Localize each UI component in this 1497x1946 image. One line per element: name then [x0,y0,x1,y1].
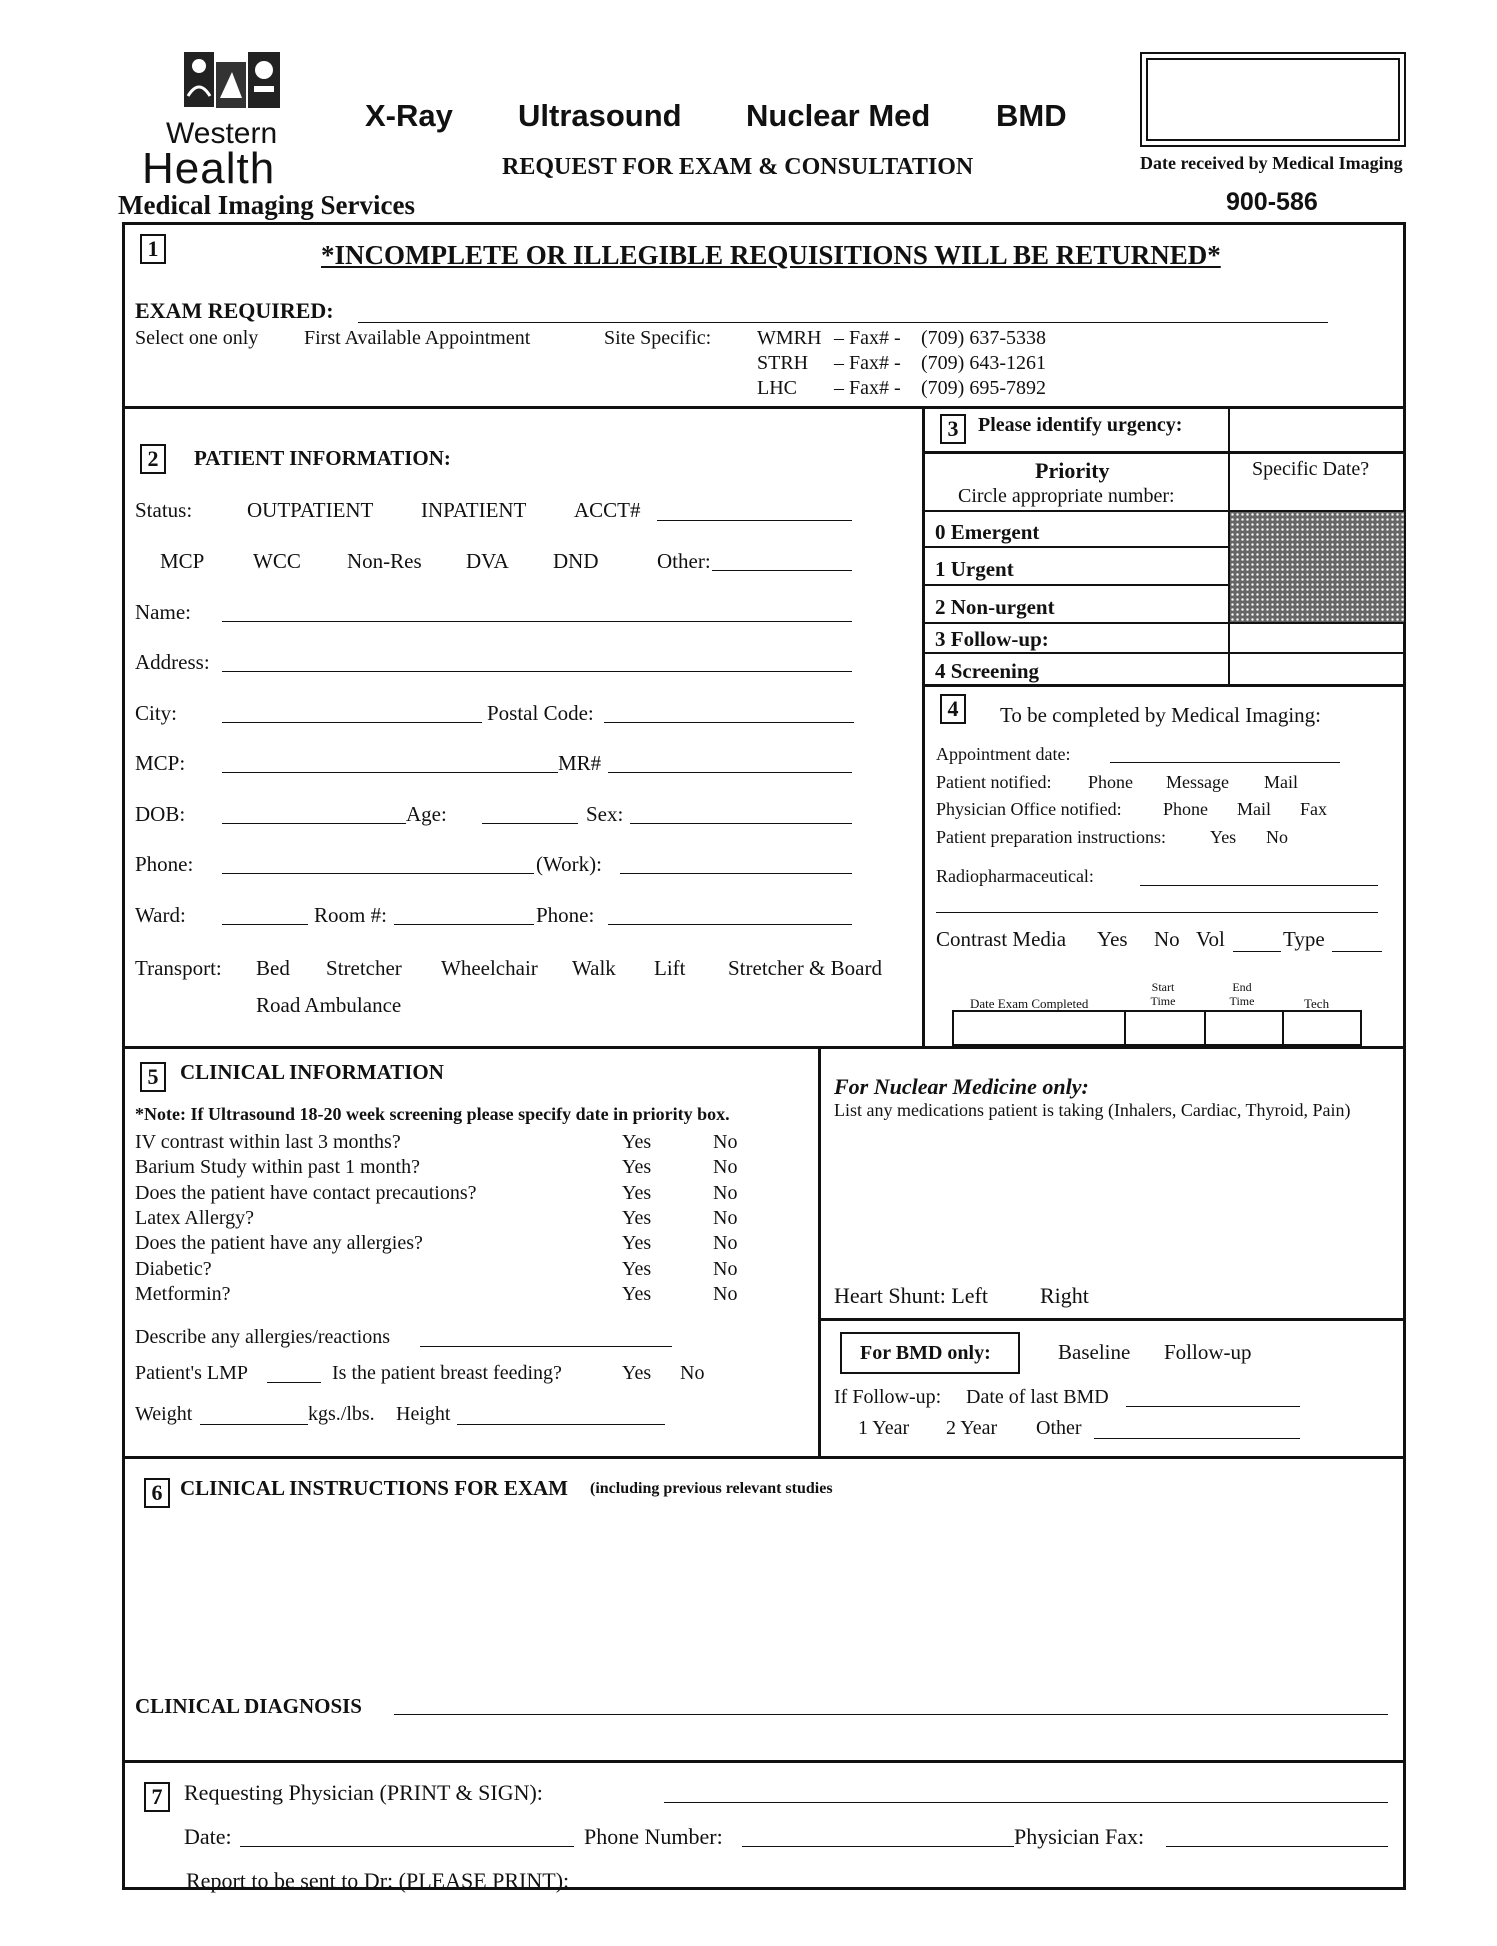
height-label: Height [396,1403,451,1425]
bmd-other[interactable]: Other [1036,1417,1082,1439]
date-received-label: Date received by Medical Imaging [1140,153,1403,173]
site-specific-label: Site Specific: [604,327,712,349]
answer-yes[interactable]: Yes [622,1258,652,1280]
exam-required-input[interactable] [358,322,1328,323]
bmd-follow-up[interactable]: Follow-up [1164,1340,1252,1364]
circle-instruction: Circle appropriate number: [958,485,1175,507]
bmd-2-year[interactable]: 2 Year [946,1417,998,1439]
physician-fax-input[interactable] [1166,1846,1388,1847]
answer-no[interactable]: No [713,1207,738,1229]
col-date-exam: Date Exam Completed [970,996,1089,1011]
col-tech: Tech [1304,996,1330,1011]
question-text: Does the patient have any allergies? [135,1232,423,1254]
height-input[interactable] [457,1424,665,1425]
phys-phone[interactable]: Phone [1163,799,1208,819]
urgency-header-line [922,451,1406,454]
mr-input[interactable] [608,772,852,773]
heart-shunt-right[interactable]: Right [1040,1283,1089,1308]
payer-non-res[interactable]: Non-Res [347,549,422,573]
clinical-diagnosis-label: CLINICAL DIAGNOSIS [135,1694,362,1718]
answer-no[interactable]: No [713,1258,738,1280]
bmd-title-box [840,1332,1020,1374]
lmp-input[interactable] [267,1382,321,1383]
ward-label: Ward: [135,903,186,927]
radiopharm-input[interactable] [1140,885,1378,886]
clinical-instructions-input[interactable] [140,1510,1390,1670]
dob-label: DOB: [135,802,186,826]
prep-yes[interactable]: Yes [1210,827,1237,847]
urgency-row-line [922,622,1406,624]
transport-lift[interactable]: Lift [654,956,686,980]
postal-input[interactable] [604,722,854,723]
answer-no[interactable]: No [713,1283,738,1305]
if-followup-label: If Follow-up: [834,1386,942,1408]
weight-label: Weight [135,1403,193,1425]
radiopharm-input-2[interactable] [936,912,1378,913]
status-label: Status: [135,498,193,522]
date-last-bmd-label: Date of last BMD [966,1386,1109,1408]
first-available-option[interactable]: First Available Appointment [304,327,531,349]
work-label: (Work): [536,852,602,876]
medical-imaging-title: To be completed by Medical Imaging: [1000,703,1322,727]
nuclear-med-instructions: List any medications patient is taking (Inhalers, Cardiac, Thyroid, Pain) [834,1100,1351,1120]
pn-message[interactable]: Message [1166,772,1229,792]
question-text: Metformin? [135,1283,231,1305]
payer-dva[interactable]: DVA [466,549,509,573]
section-divider [818,1318,1406,1321]
ward-phone-input[interactable] [608,924,852,925]
answer-no[interactable]: No [713,1232,738,1254]
site-fax: (709) 695-7892 [921,377,1046,399]
pn-phone[interactable]: Phone [1088,772,1133,792]
section-7-number: 7 [144,1782,170,1812]
section-4-number: 4 [940,694,966,724]
section-divider [922,684,1406,687]
answer-no[interactable]: No [713,1131,738,1153]
contrast-no[interactable]: No [1154,927,1180,951]
type-input[interactable] [1332,951,1382,952]
mcp-input[interactable] [222,772,558,773]
form-number: 900-586 [1226,188,1318,216]
answer-no[interactable]: No [713,1182,738,1204]
prep-instructions-label: Patient preparation instructions: [936,827,1166,847]
modality-ultrasound: Ultrasound [518,98,682,133]
pn-mail[interactable]: Mail [1264,772,1298,792]
phone-number-input[interactable] [742,1846,1014,1847]
urgency-non-urgent[interactable]: 2 Non-urgent [935,595,1055,619]
physician-notified-label: Physician Office notified: [936,799,1122,819]
transport-walk[interactable]: Walk [572,956,616,980]
phone-input[interactable] [222,873,534,874]
select-one-label: Select one only [135,327,259,349]
appointment-date-input[interactable] [1110,762,1340,763]
city-label: City: [135,701,178,725]
sex-label: Sex: [586,802,624,826]
section-2-number: 2 [140,444,166,474]
section-divider [818,1046,821,1456]
lmp-label: Patient's LMP [135,1362,249,1384]
mr-label: MR# [558,751,602,775]
ward-phone-label: Phone: [536,903,595,927]
payer-wcc[interactable]: WCC [253,549,301,573]
modality-xray: X-Ray [365,98,453,133]
priority-label: Priority [1035,458,1110,483]
sex-input[interactable] [630,823,852,824]
site-fax-label: – Fax# - [834,327,901,349]
patient-info-title: PATIENT INFORMATION: [194,446,451,470]
bmd-title: For BMD only: [860,1342,991,1364]
bmd-baseline[interactable]: Baseline [1058,1340,1131,1364]
dob-input[interactable] [222,823,406,824]
kgs-label: kgs./lbs. [308,1403,375,1425]
breast-feeding-yes[interactable]: Yes [622,1362,652,1384]
answer-yes[interactable]: Yes [622,1131,652,1153]
modality-nuclear-med: Nuclear Med [746,98,931,133]
department-title: Medical Imaging Services [118,190,415,220]
exam-required-label: EXAM REQUIRED: [135,298,334,323]
ultrasound-note: *Note: If Ultrasound 18-20 week screening please specify date in priority box. [135,1104,730,1124]
site-fax-label: – Fax# - [834,352,901,374]
clinical-instructions-subtitle: (including previous relevant studies [590,1480,833,1497]
acct-label: ACCT# [574,498,641,522]
date-input[interactable] [240,1846,574,1847]
contrast-label: Contrast Media [936,927,1067,951]
answer-yes[interactable]: Yes [622,1156,652,1178]
modality-bmd: BMD [996,98,1067,133]
urgency-follow-up[interactable]: 3 Follow-up: [935,627,1049,651]
site-fax: (709) 643-1261 [921,352,1046,374]
specific-date-label: Specific Date? [1252,458,1370,480]
section-divider [922,406,925,1046]
section-divider [122,1046,1406,1049]
org-line1: Western [166,117,278,150]
date-received-box[interactable] [1140,52,1406,147]
report-to-input[interactable] [664,1888,1388,1889]
site-name[interactable]: WMRH [757,327,822,349]
question-text: Barium Study within past 1 month? [135,1156,420,1178]
incomplete-warning: *INCOMPLETE OR ILLEGIBLE REQUISITIONS WILL BE RETURNED* [321,240,1221,270]
age-label: Age: [406,802,447,826]
name-label: Name: [135,600,191,624]
form-title: REQUEST FOR EXAM & CONSULTATION [502,154,974,180]
room-label: Room #: [314,903,387,927]
question-text: Latex Allergy? [135,1207,255,1229]
urgency-row-line [922,584,1228,586]
appointment-date-label: Appointment date: [936,744,1071,764]
radiopharm-label: Radiopharmaceutical: [936,866,1094,886]
prep-no[interactable]: No [1266,827,1288,847]
question-text: IV contrast within last 3 months? [135,1131,401,1153]
urgency-urgent[interactable]: 1 Urgent [935,557,1014,581]
clinical-diagnosis-input[interactable] [394,1714,1388,1715]
transport-road-ambulance[interactable]: Road Ambulance [256,993,402,1017]
transport-label: Transport: [135,956,222,980]
work-phone-input[interactable] [620,873,852,874]
physician-fax-label: Physician Fax: [1014,1824,1145,1849]
vol-label: Vol [1196,927,1225,951]
answer-no[interactable]: No [713,1156,738,1178]
address-label: Address: [135,650,210,674]
room-input[interactable] [394,924,534,925]
bmd-other-input[interactable] [1094,1438,1300,1439]
col-end-time: End Time [1229,980,1255,1008]
exam-completion-table[interactable] [952,1010,1362,1046]
clinical-info-title: CLINICAL INFORMATION [180,1060,444,1084]
breast-feeding-label: Is the patient breast feeding? [332,1362,562,1384]
section-divider [122,1760,1406,1763]
name-input[interactable] [222,621,852,622]
section-3-number: 3 [940,414,966,444]
phone-number-label: Phone Number: [584,1824,723,1849]
age-input[interactable] [482,823,578,824]
heart-shunt-left[interactable]: Heart Shunt: Left [834,1283,988,1308]
answer-yes[interactable]: Yes [622,1283,652,1305]
section-divider [122,406,1406,409]
section-5-number: 5 [140,1062,166,1092]
section-1-number: 1 [140,234,166,264]
bmd-1-year[interactable]: 1 Year [858,1417,910,1439]
phys-mail[interactable]: Mail [1237,799,1271,819]
other-input[interactable] [712,570,852,571]
breast-feeding-no[interactable]: No [680,1362,705,1384]
urgency-row-line [922,546,1228,548]
transport-wheelchair[interactable]: Wheelchair [441,956,538,980]
site-name[interactable]: STRH [757,352,809,374]
city-input[interactable] [222,722,482,723]
requesting-physician-input[interactable] [664,1802,1388,1803]
acct-input[interactable] [657,520,852,521]
requesting-physician-label: Requesting Physician (PRINT & SIGN): [184,1780,543,1805]
payer-mcp[interactable]: MCP [160,549,205,573]
transport-stretcher-board[interactable]: Stretcher & Board [728,956,882,980]
inpatient-option[interactable]: INPATIENT [421,498,527,522]
col-start-time: Start Time [1150,980,1176,1008]
nuclear-med-title: For Nuclear Medicine only: [834,1074,1089,1099]
specific-date-shaded-area [1230,512,1404,622]
section-6-number: 6 [144,1478,170,1508]
site-fax-label: – Fax# - [834,377,901,399]
mcp-label: MCP: [135,751,186,775]
site-fax: (709) 637-5338 [921,327,1046,349]
other-label: Other: [657,549,711,573]
ward-input[interactable] [222,924,308,925]
transport-stretcher[interactable]: Stretcher [326,956,402,980]
urgency-screening[interactable]: 4 Screening [935,659,1040,683]
logo-emblem-icon [180,48,285,113]
transport-bed[interactable]: Bed [256,956,290,980]
org-line2: Health [142,144,276,193]
urgency-emergent[interactable]: 0 Emergent [935,520,1040,544]
answer-yes[interactable]: Yes [622,1182,652,1204]
urgency-title: Please identify urgency: [978,414,1183,436]
weight-input[interactable] [200,1424,308,1425]
payer-dnd[interactable]: DND [553,549,599,573]
patient-notified-label: Patient notified: [936,772,1052,792]
phone-label: Phone: [135,852,194,876]
question-text: Does the patient have contact precautions? [135,1182,477,1204]
answer-yes[interactable]: Yes [622,1207,652,1229]
contrast-yes[interactable]: Yes [1097,927,1128,951]
question-text: Diabetic? [135,1258,212,1280]
vol-input[interactable] [1233,951,1281,952]
date-last-bmd-input[interactable] [1126,1406,1300,1407]
answer-yes[interactable]: Yes [622,1232,652,1254]
site-name[interactable]: LHC [757,377,797,399]
postal-label: Postal Code: [487,701,594,725]
section-divider [122,1456,1406,1459]
allergies-input[interactable] [420,1346,672,1347]
report-to-label: Report to be sent to Dr: (PLEASE PRINT): [186,1868,570,1893]
clinical-instructions-title: CLINICAL INSTRUCTIONS FOR EXAM [180,1476,568,1500]
outpatient-option[interactable]: OUTPATIENT [247,498,374,522]
phys-fax[interactable]: Fax [1300,799,1327,819]
urgency-row-line [922,652,1406,654]
allergies-label: Describe any allergies/reactions [135,1326,391,1348]
address-input[interactable] [222,671,852,672]
type-label: Type [1283,927,1325,951]
date-label: Date: [184,1824,232,1849]
